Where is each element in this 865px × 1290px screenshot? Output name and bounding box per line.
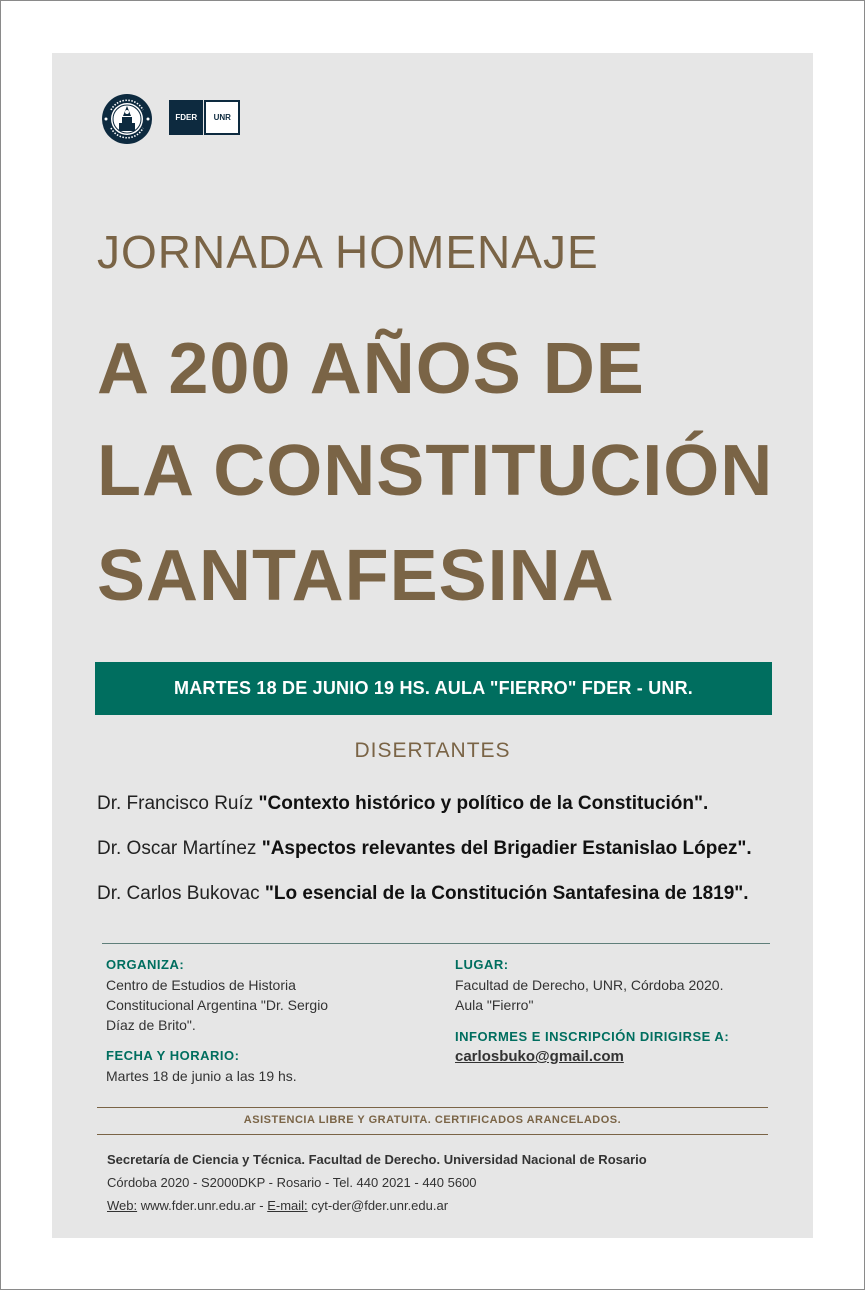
unr-logo-text: UNR (204, 100, 240, 135)
fecha-block (106, 1046, 297, 1086)
fder-logo-text: FDER (169, 100, 203, 135)
asistencia-top-rule (97, 1107, 768, 1108)
footer-line-3 (107, 1198, 448, 1213)
footer-line-1: Secretaría de Ciencia y Técnica. Facultad de Derecho. Universidad Nacional de Rosario (107, 1152, 647, 1167)
speaker-talk: "Contexto histórico y político de la Constitución". (258, 793, 709, 814)
fder-unr-logo (169, 100, 240, 135)
footer-line-2: Córdoba 2020 - S2000DKP - Rosario - Tel. 440 2021 - 440 5600 (107, 1175, 477, 1190)
title-line-1: JORNADA HOMENAJE (97, 226, 599, 278)
lugar-block (455, 955, 723, 1015)
footer-email-link[interactable]: cyt-der@fder.unr.edu.ar (311, 1198, 449, 1213)
speaker-row (97, 793, 708, 815)
web-link[interactable]: www.fder.unr.edu.ar (140, 1198, 256, 1213)
fecha-text: Martes 18 de junio a las 19 hs. (106, 1068, 297, 1084)
organiza-label: ORGANIZA: (106, 957, 185, 972)
lugar-line: Aula "Fierro" (455, 997, 534, 1013)
informes-email-link[interactable]: carlosbuko@gmail.com (455, 1048, 624, 1065)
lugar-label: LUGAR: (455, 957, 509, 972)
asistencia-text: ASISTENCIA LIBRE Y GRATUITA. CERTIFICADOS ARANCELADOS. (243, 1114, 622, 1126)
speaker-name: Dr. Francisco Ruíz (97, 793, 254, 814)
footer-separator: - (255, 1198, 268, 1213)
title-line-3: LA CONSTITUCIÓN (97, 431, 774, 511)
speaker-row (97, 838, 752, 860)
info-divider (102, 943, 770, 944)
speaker-name: Dr. Oscar Martínez (97, 838, 257, 859)
informes-label: INFORMES E INSCRIPCIÓN DIRIGIRSE A: (455, 1029, 730, 1044)
organiza-block (106, 955, 328, 1035)
speaker-talk: "Aspectos relevantes del Brigadier Estanislao López". (261, 838, 752, 859)
speaker-talk: "Lo esencial de la Constitución Santafesina de 1819". (264, 883, 749, 904)
organiza-line: Centro de Estudios de Historia (106, 977, 296, 993)
speaker-row (97, 883, 749, 905)
lugar-line: Facultad de Derecho, UNR, Córdoba 2020. (455, 977, 724, 993)
web-label: Web: (107, 1198, 138, 1213)
informes-block (455, 1027, 729, 1067)
date-banner: MARTES 18 DE JUNIO 19 HS. AULA "FIERRO" FDER - UNR. (95, 662, 772, 715)
title-line-4: SANTAFESINA (97, 536, 615, 616)
organiza-line: Constitucional Argentina "Dr. Sergio (106, 997, 329, 1013)
poster (52, 53, 813, 1238)
title-line-2: A 200 AÑOS DE (97, 329, 645, 409)
organiza-line: Díaz de Brito". (106, 1017, 196, 1033)
asistencia-bottom-rule (97, 1134, 768, 1135)
speaker-name: Dr. Carlos Bukovac (97, 883, 260, 904)
unr-seal-logo (101, 93, 153, 145)
fecha-label: FECHA Y HORARIO: (106, 1048, 240, 1063)
disertantes-heading: DISERTANTES (354, 739, 511, 762)
email-label: E-mail: (267, 1198, 308, 1213)
